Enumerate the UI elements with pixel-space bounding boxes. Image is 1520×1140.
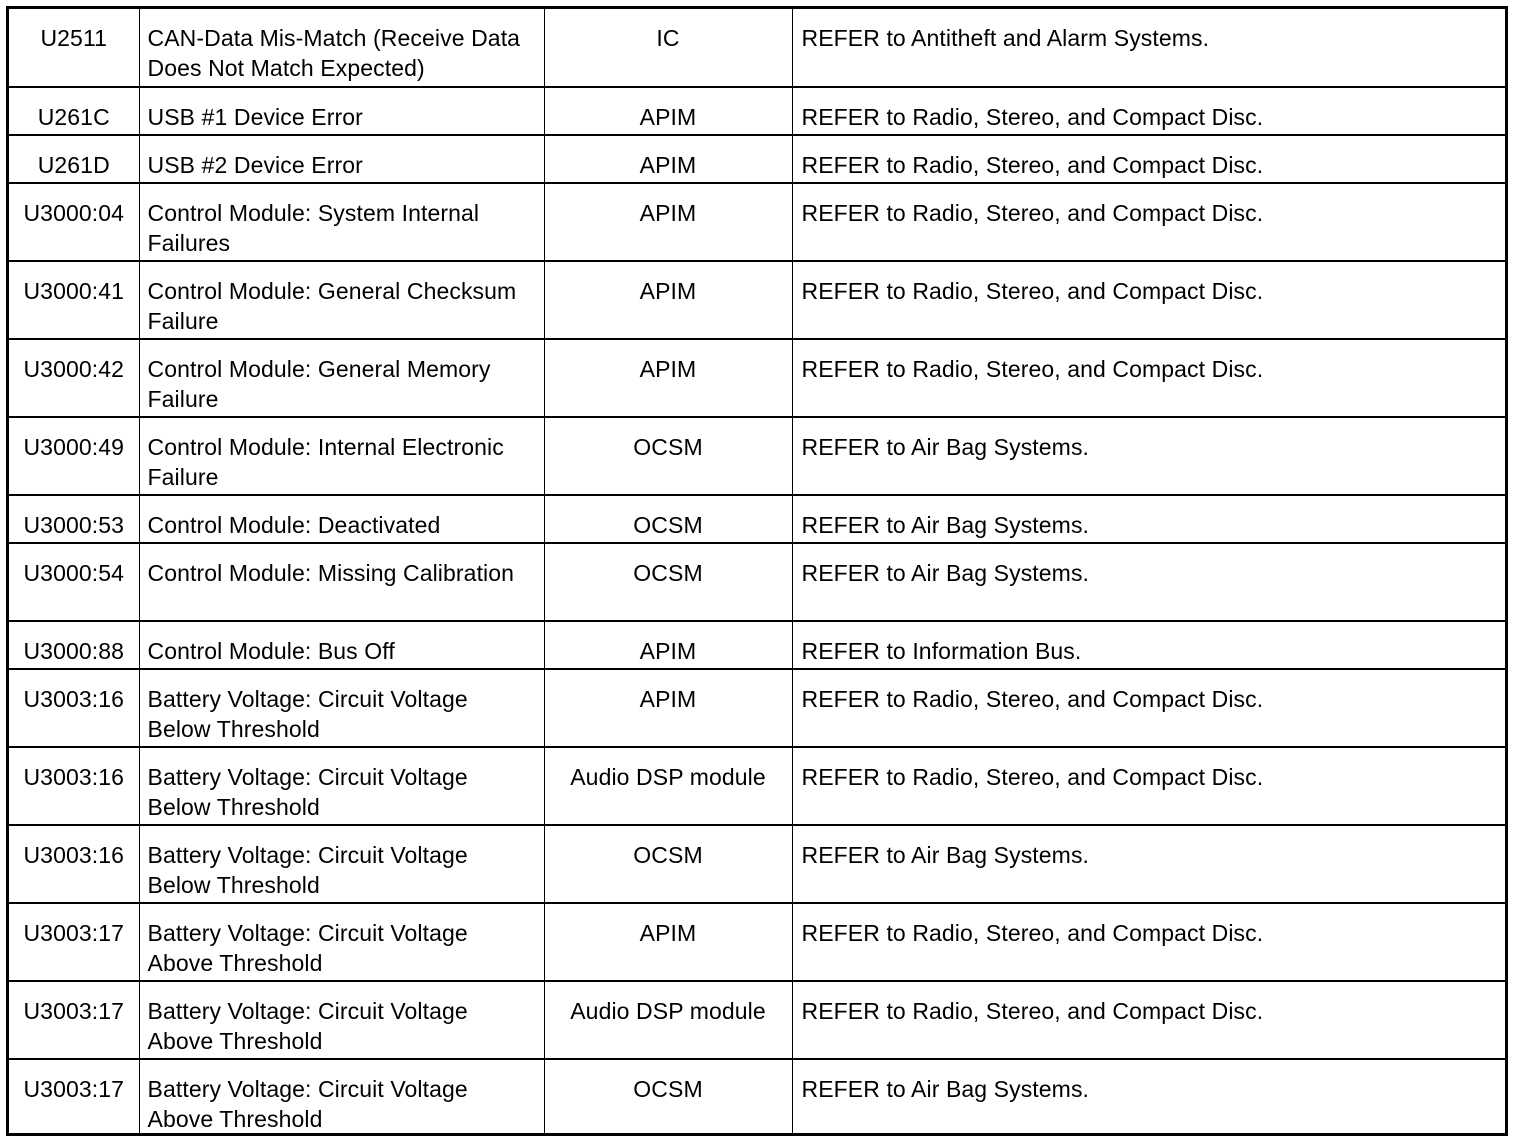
table-row xyxy=(9,981,1505,1059)
module-cell: APIM xyxy=(544,621,792,669)
table-row xyxy=(9,87,1505,135)
action-cell: REFER to Radio, Stereo, and Compact Disc. xyxy=(792,747,1505,825)
module-cell: APIM xyxy=(544,669,792,747)
dtc-code-cell: U2511 xyxy=(9,9,139,87)
table-row xyxy=(9,339,1505,417)
dtc-code-cell: U3000:54 xyxy=(9,543,139,621)
description-cell: CAN-Data Mis-Match (Receive Data Does Not Match Expected) xyxy=(139,9,544,87)
description-cell: Control Module: Internal Electronic Failure xyxy=(139,417,544,495)
action-cell: REFER to Radio, Stereo, and Compact Disc. xyxy=(792,903,1505,981)
table-row xyxy=(9,183,1505,261)
dtc-code-cell: U3000:42 xyxy=(9,339,139,417)
description-cell: Battery Voltage: Circuit Voltage Above Threshold xyxy=(139,1059,544,1136)
dtc-code-cell: U3003:17 xyxy=(9,981,139,1059)
module-cell: APIM xyxy=(544,903,792,981)
action-cell: REFER to Radio, Stereo, and Compact Disc. xyxy=(792,87,1505,135)
description-cell: Control Module: Bus Off xyxy=(139,621,544,669)
table-row xyxy=(9,1059,1505,1136)
description-cell: USB #2 Device Error xyxy=(139,135,544,183)
dtc-code-cell: U3000:49 xyxy=(9,417,139,495)
action-cell: REFER to Radio, Stereo, and Compact Disc. xyxy=(792,135,1505,183)
description-cell: Control Module: General Checksum Failure xyxy=(139,261,544,339)
table-row xyxy=(9,903,1505,981)
module-cell: OCSM xyxy=(544,1059,792,1136)
dtc-code-cell: U3000:88 xyxy=(9,621,139,669)
module-cell: APIM xyxy=(544,339,792,417)
table-row xyxy=(9,417,1505,495)
module-cell: Audio DSP module xyxy=(544,747,792,825)
module-cell: APIM xyxy=(544,87,792,135)
dtc-code-cell: U3003:17 xyxy=(9,903,139,981)
dtc-code-cell: U3003:16 xyxy=(9,669,139,747)
dtc-table xyxy=(9,9,1505,1136)
description-cell: Control Module: System Internal Failures xyxy=(139,183,544,261)
description-cell: Battery Voltage: Circuit Voltage Above Threshold xyxy=(139,981,544,1059)
action-cell: REFER to Information Bus. xyxy=(792,621,1505,669)
module-cell: Audio DSP module xyxy=(544,981,792,1059)
action-cell: REFER to Radio, Stereo, and Compact Disc. xyxy=(792,261,1505,339)
description-cell: Battery Voltage: Circuit Voltage Below Threshold xyxy=(139,669,544,747)
action-cell: REFER to Antitheft and Alarm Systems. xyxy=(792,9,1505,87)
description-cell: Battery Voltage: Circuit Voltage Above Threshold xyxy=(139,903,544,981)
description-cell: Battery Voltage: Circuit Voltage Below Threshold xyxy=(139,825,544,903)
description-cell: Control Module: General Memory Failure xyxy=(139,339,544,417)
table-row xyxy=(9,621,1505,669)
action-cell: REFER to Air Bag Systems. xyxy=(792,543,1505,621)
description-cell: Control Module: Deactivated xyxy=(139,495,544,543)
action-cell: REFER to Radio, Stereo, and Compact Disc. xyxy=(792,339,1505,417)
action-cell: REFER to Air Bag Systems. xyxy=(792,417,1505,495)
module-cell: IC xyxy=(544,9,792,87)
module-cell: OCSM xyxy=(544,417,792,495)
dtc-code-cell: U3003:17 xyxy=(9,1059,139,1136)
module-cell: APIM xyxy=(544,135,792,183)
action-cell: REFER to Air Bag Systems. xyxy=(792,825,1505,903)
dtc-code-cell: U261D xyxy=(9,135,139,183)
table-row xyxy=(9,135,1505,183)
action-cell: REFER to Radio, Stereo, and Compact Disc. xyxy=(792,183,1505,261)
table-row xyxy=(9,543,1505,621)
action-cell: REFER to Radio, Stereo, and Compact Disc. xyxy=(792,981,1505,1059)
table-row xyxy=(9,669,1505,747)
action-cell: REFER to Radio, Stereo, and Compact Disc. xyxy=(792,669,1505,747)
dtc-code-cell: U261C xyxy=(9,87,139,135)
description-cell: USB #1 Device Error xyxy=(139,87,544,135)
table-row xyxy=(9,9,1505,87)
dtc-code-cell: U3003:16 xyxy=(9,825,139,903)
description-cell: Battery Voltage: Circuit Voltage Below Threshold xyxy=(139,747,544,825)
dtc-code-cell: U3000:04 xyxy=(9,183,139,261)
dtc-code-cell: U3000:41 xyxy=(9,261,139,339)
dtc-code-cell: U3003:16 xyxy=(9,747,139,825)
dtc-table-frame xyxy=(6,6,1508,1136)
module-cell: OCSM xyxy=(544,825,792,903)
module-cell: APIM xyxy=(544,261,792,339)
table-row xyxy=(9,747,1505,825)
module-cell: OCSM xyxy=(544,543,792,621)
table-row xyxy=(9,825,1505,903)
action-cell: REFER to Air Bag Systems. xyxy=(792,495,1505,543)
table-row xyxy=(9,261,1505,339)
action-cell: REFER to Air Bag Systems. xyxy=(792,1059,1505,1136)
module-cell: APIM xyxy=(544,183,792,261)
table-row xyxy=(9,495,1505,543)
description-cell: Control Module: Missing Calibration xyxy=(139,543,544,621)
dtc-code-cell: U3000:53 xyxy=(9,495,139,543)
module-cell: OCSM xyxy=(544,495,792,543)
